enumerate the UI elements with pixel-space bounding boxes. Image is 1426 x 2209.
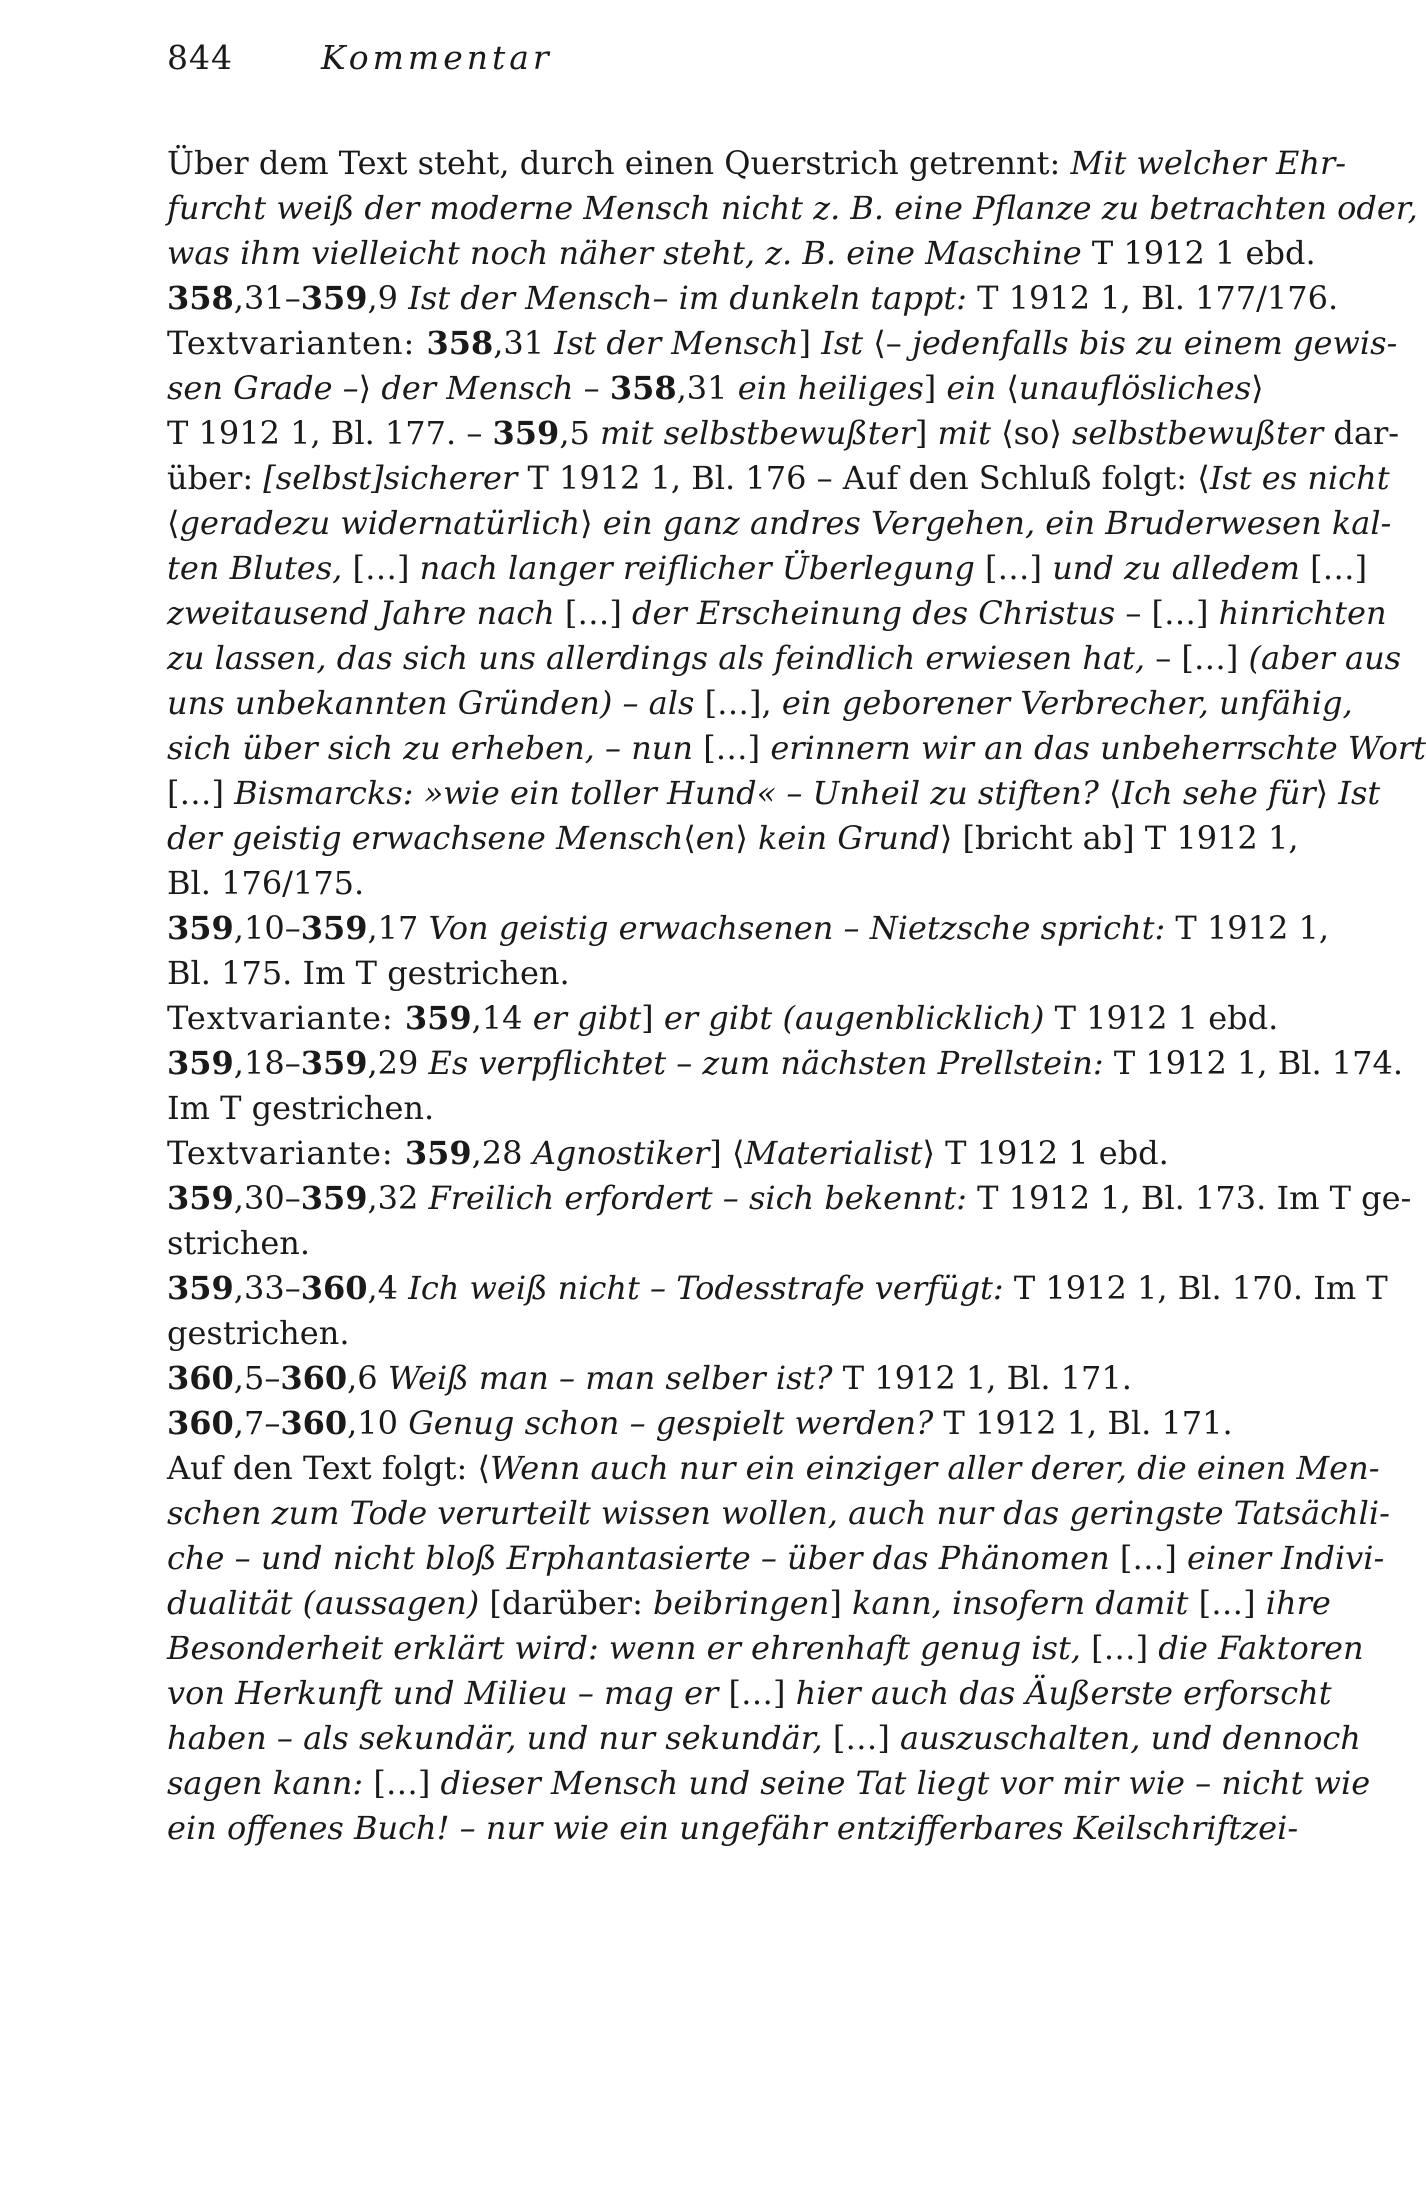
text-segment: die Faktoren — [1158, 1629, 1364, 1667]
line-reference: 360 — [300, 1269, 368, 1307]
text-segment: ,7– — [233, 1404, 281, 1442]
text-segment: T 1912 1, Bl. 171. — [933, 1404, 1233, 1442]
text-segment: ] — [798, 324, 822, 362]
text-segment: ,14 — [471, 999, 533, 1037]
text-segment: ⟩ — [1251, 369, 1264, 407]
text-segment: T 1912 1, Bl. 177. – — [167, 414, 493, 452]
text-line — [167, 1491, 1390, 1536]
text-segment: selbstbewußter — [1071, 414, 1324, 452]
book-page — [167, 30, 1426, 1851]
text-segment: T 1912 1, — [1165, 909, 1330, 947]
text-segment: furcht weiß der moderne Mensch nicht z. B. eine Pflanze zu betrachten oder, — [167, 189, 1418, 227]
text-segment: Ist der Mensch — [554, 324, 799, 362]
text-segment: Ist — [1338, 774, 1381, 812]
text-segment: Ist — [821, 324, 864, 362]
text-segment: sich über sich zu erheben, – nun — [167, 729, 694, 767]
text-segment: dar- — [1323, 414, 1400, 452]
text-segment: T 1912 1, Bl. 177/176. — [966, 279, 1339, 317]
text-segment: beibringen — [653, 1584, 830, 1622]
text-segment: der geistig erwachsene Mensch — [167, 819, 684, 857]
text-segment: en — [695, 819, 736, 857]
text-segment: ,5– — [233, 1359, 281, 1397]
text-segment: ⟩ — [580, 504, 603, 542]
text-segment: was ihm vielleicht noch näher steht, z. B. eine Maschine — [167, 234, 1082, 272]
text-segment: […] — [1299, 549, 1368, 587]
text-segment: kein Grund — [757, 819, 940, 857]
text-segment: Bl. 175. Im T gestrichen. — [167, 954, 570, 992]
text-segment: ⟨– — [863, 324, 912, 362]
text-line — [167, 591, 1387, 636]
line-reference: 359 — [167, 909, 234, 947]
text-segment: Textvariante: — [167, 999, 405, 1037]
text-segment: ,17 — [367, 909, 429, 947]
text-segment: Weiß man – man selber ist? — [387, 1359, 833, 1397]
text-line — [167, 1131, 1214, 1176]
line-reference: 359 — [300, 909, 368, 947]
text-segment: ein — [946, 369, 997, 407]
text-line — [167, 771, 1381, 816]
text-segment: ] — [923, 369, 947, 407]
text-segment: Besonderheit erklärt wird: wenn er ehrenhaft genug ist, — [167, 1629, 1081, 1667]
text-segment: Ist der Mensch– im dunkeln tappt: — [408, 279, 967, 317]
text-segment: einer Indivi- — [1186, 1539, 1385, 1577]
text-line — [167, 1581, 1331, 1626]
text-segment: nach langer reiflicher Überlegung — [419, 549, 975, 587]
text-line — [167, 1311, 1214, 1356]
text-segment: […] — [1188, 1584, 1266, 1622]
line-reference: 358 — [426, 324, 494, 362]
text-segment: mit — [937, 414, 991, 452]
line-reference: 359 — [167, 1269, 234, 1307]
text-segment: ,31 — [676, 369, 738, 407]
text-segment: […] — [363, 1764, 441, 1802]
text-line — [167, 681, 1353, 726]
text-segment: – […] — [1145, 639, 1249, 677]
text-segment: […] — [167, 774, 235, 812]
text-segment: geradezu widernatürlich — [179, 504, 581, 542]
text-line — [167, 996, 1279, 1041]
text-segment: Textvariante: — [167, 1134, 405, 1172]
text-segment: [darüber: — [479, 1584, 654, 1622]
text-segment: ,6 — [347, 1359, 388, 1397]
text-segment: Von geistig erwachsenen – Nietzsche spricht: — [428, 909, 1166, 947]
text-segment: ⟨ — [996, 369, 1019, 407]
text-segment: ein offenes Buch! – nur wie ein ungefähr entzifferbares Keilschriftzei- — [167, 1809, 1299, 1847]
text-segment: ,4 — [367, 1269, 409, 1307]
line-reference: 359 — [492, 414, 560, 452]
text-line — [167, 1671, 1332, 1716]
text-line — [167, 1176, 1412, 1221]
text-segment: ⟩ — [735, 819, 758, 857]
text-segment: (aber aus — [1248, 639, 1402, 677]
line-reference: 359 — [300, 1179, 368, 1217]
text-segment: – — [573, 369, 610, 407]
text-segment: über: — [167, 459, 264, 497]
text-line — [167, 1761, 1371, 1806]
text-segment: unauflösliches — [1018, 369, 1252, 407]
text-segment: von Herkunft und Milieu – mag er — [167, 1674, 719, 1712]
text-segment: ⟩ T 1912 1 ebd. — [922, 1134, 1169, 1172]
line-reference: 359 — [167, 1044, 234, 1082]
text-segment: ⟩ — [358, 369, 382, 407]
text-segment: sen Grade – — [167, 369, 359, 407]
text-segment: […] — [822, 1719, 900, 1757]
text-segment: […] — [693, 729, 771, 767]
text-segment: kann, insofern damit — [851, 1584, 1189, 1622]
text-line — [167, 951, 1214, 996]
page-header — [167, 30, 1214, 86]
text-segment: jedenfalls bis zu einem gewis- — [911, 324, 1398, 362]
text-segment: ⟨ — [683, 819, 696, 857]
line-reference: 360 — [280, 1404, 348, 1442]
text-line — [167, 186, 1418, 231]
text-segment: Mit welcher Ehr- — [1070, 144, 1347, 182]
text-segment: Auf den Text folgt: ⟨ — [167, 1449, 490, 1487]
text-line — [167, 456, 1390, 501]
text-segment: ] — [641, 999, 664, 1037]
text-segment: ,32 — [367, 1179, 429, 1217]
text-segment: ⟩ [bricht ab] T 1912 1, — [939, 819, 1299, 857]
text-segment: ,9 — [367, 279, 409, 317]
text-segment: mit selbstbewußter — [600, 414, 915, 452]
text-line — [167, 276, 1339, 321]
text-line — [167, 1806, 1299, 1851]
text-line — [167, 141, 1347, 186]
line-reference: 360 — [167, 1359, 234, 1397]
text-segment: erinnern wir an das unbeherrschte Wort — [770, 729, 1426, 767]
running-head: Kommentar — [321, 38, 553, 77]
text-segment: ,10– — [233, 909, 301, 947]
text-line — [167, 1266, 1388, 1311]
line-reference: 358 — [609, 369, 677, 407]
page-number: 844 — [167, 38, 233, 77]
text-segment: gestrichen. — [167, 1314, 350, 1352]
text-segment: ⟩ — [1315, 774, 1339, 812]
text-segment: […], — [694, 684, 782, 722]
line-reference: 360 — [280, 1359, 348, 1397]
text-segment: Im T gestrichen. — [167, 1089, 435, 1127]
text-segment: Textvarianten: — [167, 324, 427, 362]
text-line — [167, 1086, 1214, 1131]
text-segment: ihre — [1265, 1584, 1331, 1622]
text-segment: hinrichten — [1218, 594, 1387, 632]
text-segment: Freilich erfordert – sich bekennt: — [428, 1179, 967, 1217]
text-segment: ein heiliges — [737, 369, 924, 407]
text-segment: […] — [1080, 1629, 1159, 1667]
text-segment: zweitausend Jahre nach — [167, 594, 555, 632]
text-segment: ⟨ — [1098, 774, 1122, 812]
text-segment: zu lassen, das sich uns allerdings als feindlich erwiesen hat, — [167, 639, 1146, 677]
line-reference: 359 — [167, 1179, 234, 1217]
line-reference: 359 — [300, 279, 368, 317]
text-segment: T 1912 1 ebd. — [1044, 999, 1279, 1037]
text-segment: ] ⟨ — [709, 1134, 745, 1172]
text-segment: und zu alledem — [1052, 549, 1300, 587]
text-segment: Es verpflichtet – zum nächsten Prellstein: — [428, 1044, 1104, 1082]
text-segment: ,18– — [233, 1044, 301, 1082]
line-reference: 359 — [404, 999, 472, 1037]
text-line — [167, 1716, 1361, 1761]
text-segment: ] — [914, 414, 938, 452]
text-segment: der Erscheinung des Christus — [632, 594, 1116, 632]
text-segment: Bl. 176/175. — [167, 864, 365, 902]
text-segment: ,30– — [233, 1179, 301, 1217]
text-segment: ,28 — [471, 1134, 533, 1172]
text-segment: ein geborener Verbrecher, unfähig, — [781, 684, 1353, 722]
text-segment: Ich weiß nicht – Todesstrafe verfügt: — [408, 1269, 1004, 1307]
text-line — [167, 1356, 1214, 1401]
text-segment: ,29 — [367, 1044, 429, 1082]
text-segment: dieser Mensch und seine Tat liegt vor mir wie – nicht wie — [440, 1764, 1371, 1802]
text-segment: haben – als sekundär, und nur sekundär, — [167, 1719, 823, 1757]
text-segment: T 1912 1 ebd. — [1081, 234, 1316, 272]
text-segment: ,31 — [493, 324, 555, 362]
text-segment: Materialist — [744, 1134, 923, 1172]
text-segment: hier auch das Äußerste erforscht — [795, 1674, 1332, 1712]
line-reference: 359 — [300, 1044, 368, 1082]
text-segment: uns unbekannten Gründen) – als — [167, 684, 695, 722]
text-segment: strichen. — [167, 1224, 311, 1262]
text-segment: Ist es nicht — [1209, 459, 1390, 497]
text-line — [167, 816, 1299, 861]
text-segment: ,10 — [347, 1404, 409, 1442]
text-segment: der Mensch — [381, 369, 574, 407]
text-segment: dualität (aussagen) — [167, 1584, 480, 1622]
text-line — [167, 906, 1330, 951]
text-line — [167, 1401, 1233, 1446]
text-line — [167, 501, 1392, 546]
text-segment: – […] — [1115, 594, 1219, 632]
text-segment: ten Blutes, — [167, 549, 343, 587]
text-segment: [selbst]sicherer — [263, 459, 518, 497]
text-segment: ein ganz andres Vergehen, ein Bruderwesen kal- — [602, 504, 1392, 542]
text-line — [167, 861, 1214, 906]
text-segment: […] — [974, 549, 1053, 587]
text-line — [167, 1626, 1364, 1671]
text-segment: ,33– — [233, 1269, 301, 1307]
text-segment: schen zum Tode verurteilt wissen wollen, auch nur das geringste Tatsächli- — [167, 1494, 1390, 1532]
commentary-text — [167, 141, 1426, 1851]
text-line — [167, 726, 1426, 771]
text-line — [167, 1446, 1380, 1491]
text-line — [167, 1041, 1404, 1086]
text-segment: er gibt (augenblicklich) — [663, 999, 1045, 1037]
text-segment: T 1912 1, Bl. 176 – Auf den Schluß folgt: ⟨ — [517, 459, 1210, 497]
text-line — [167, 1536, 1385, 1581]
text-segment: Bismarcks: »wie ein toller Hund« – Unheil zu stiften? — [234, 774, 1099, 812]
text-segment: Agnostiker — [532, 1134, 710, 1172]
text-segment: che – und nicht bloß Erphantasierte – über das Phänomen — [167, 1539, 1110, 1577]
text-segment: Genug schon – gespielt werden? — [408, 1404, 934, 1442]
text-line — [167, 546, 1368, 591]
text-line — [167, 411, 1400, 456]
text-segment: ,5 — [559, 414, 601, 452]
text-segment: sagen kann: — [167, 1764, 364, 1802]
line-reference: 359 — [404, 1134, 472, 1172]
text-line — [167, 1221, 1214, 1266]
text-segment: ⟨ — [167, 504, 180, 542]
text-segment: ⟨so⟩ — [990, 414, 1072, 452]
text-line — [167, 366, 1264, 411]
text-segment: […] — [1109, 1539, 1187, 1577]
text-segment: […] — [718, 1674, 796, 1712]
text-segment: ] — [829, 1584, 852, 1622]
text-line — [167, 231, 1316, 276]
text-segment: T 1912 1, Bl. 174. — [1103, 1044, 1404, 1082]
text-line — [167, 321, 1398, 366]
text-segment: […] — [342, 549, 420, 587]
text-line — [167, 636, 1402, 681]
text-segment: Ich sehe für — [1121, 774, 1316, 812]
text-segment: ,31– — [233, 279, 301, 317]
text-segment: T 1912 1, Bl. 170. Im T — [1003, 1269, 1388, 1307]
text-segment: Wenn auch nur ein einziger aller derer, die einen Men- — [489, 1449, 1380, 1487]
text-segment: er gibt — [532, 999, 642, 1037]
text-segment: auszuschalten, und dennoch — [899, 1719, 1361, 1757]
text-segment: […] — [554, 594, 633, 632]
line-reference: 358 — [167, 279, 234, 317]
text-segment: Über dem Text steht, durch einen Querstrich getrennt: — [167, 144, 1071, 182]
text-segment: T 1912 1, Bl. 173. Im T ge- — [966, 1179, 1412, 1217]
text-segment: T 1912 1, Bl. 171. — [832, 1359, 1132, 1397]
line-reference: 360 — [167, 1404, 234, 1442]
